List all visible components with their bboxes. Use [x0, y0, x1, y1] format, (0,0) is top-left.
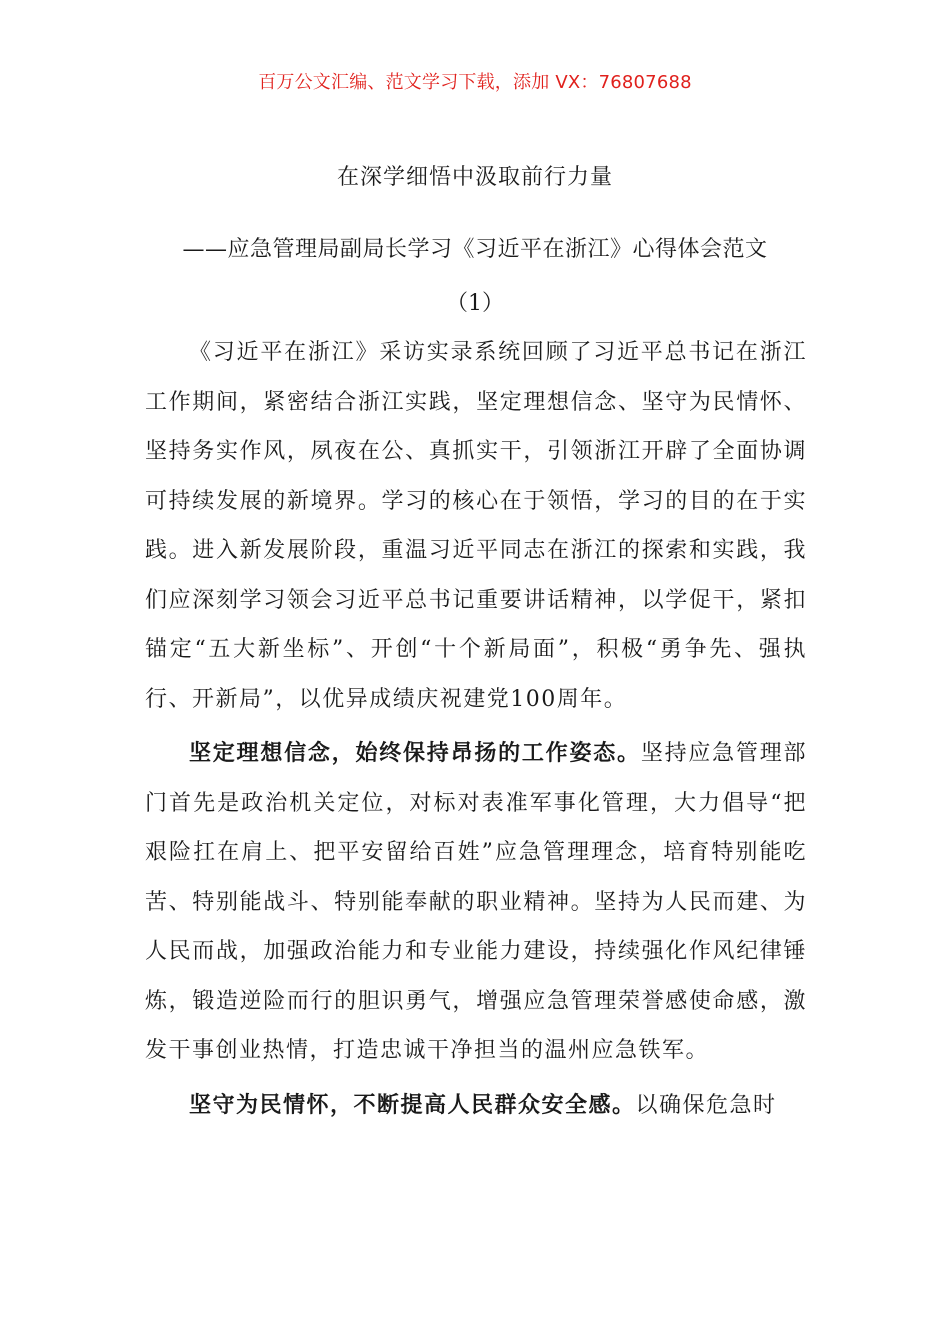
- paragraph-lead: 坚守为民情怀，不断提高人民群众安全感。: [189, 1092, 636, 1118]
- header-banner: 百万公文汇编、范文学习下载，添加 VX：76807688: [258, 72, 692, 93]
- paragraph-text: 坚持应急管理部门首先是政治机关定位，对标对表准军事化管理，大力倡导“把艰险扛在肩上、把平安留给百姓”应急管理理念，培育特别能吃苦、特别能战斗、特别能奉献的职业精神。坚持为人民而建、为人民而战，加强政治能力和专业能力建设，持续强化作风纪律锤炼，锻造逆险而行的胆识勇气，增强应急管理荣誉感使命感，激发干事创业热情，打造忠诚干净担当的温州应急铁军。: [145, 741, 807, 1063]
- document-title: 在深学细悟中汲取前行力量: [336, 165, 613, 190]
- document-body: [145, 328, 807, 1135]
- paragraph-text: 以确保危急时: [635, 1092, 777, 1118]
- document-subtitle: ——应急管理局副局长学习《习近平在浙江》心得体会范文: [182, 237, 768, 262]
- document-sequence: （1）: [446, 291, 504, 316]
- paragraph-2: [145, 729, 807, 1076]
- paragraph-1: [145, 328, 807, 724]
- paragraph-3: [145, 1081, 807, 1131]
- paragraph-text: 《习近平在浙江》采访实录系统回顾了习近平总书记在浙江工作期间，紧密结合浙江实践，坚定理想信念、坚守为民情怀、坚持务实作风，夙夜在公、真抓实干，引领浙江开辟了全面协调可持续发展的新境界。学习的核心在于领悟，学习的目的在于实践。进入新发展阶段，重温习近平同志在浙江的探索和实践，我们应深刻学习领会习近平总书记重要讲话精神，以学促干，紧扣锚定“五大新坐标”、开创“十个新局面”，积极“勇争先、强执行、开新局”，以优异成绩庆祝建党100周年。: [145, 340, 807, 712]
- paragraph-lead: 坚定理想信念，始终保持昂扬的工作姿态。: [189, 741, 641, 766]
